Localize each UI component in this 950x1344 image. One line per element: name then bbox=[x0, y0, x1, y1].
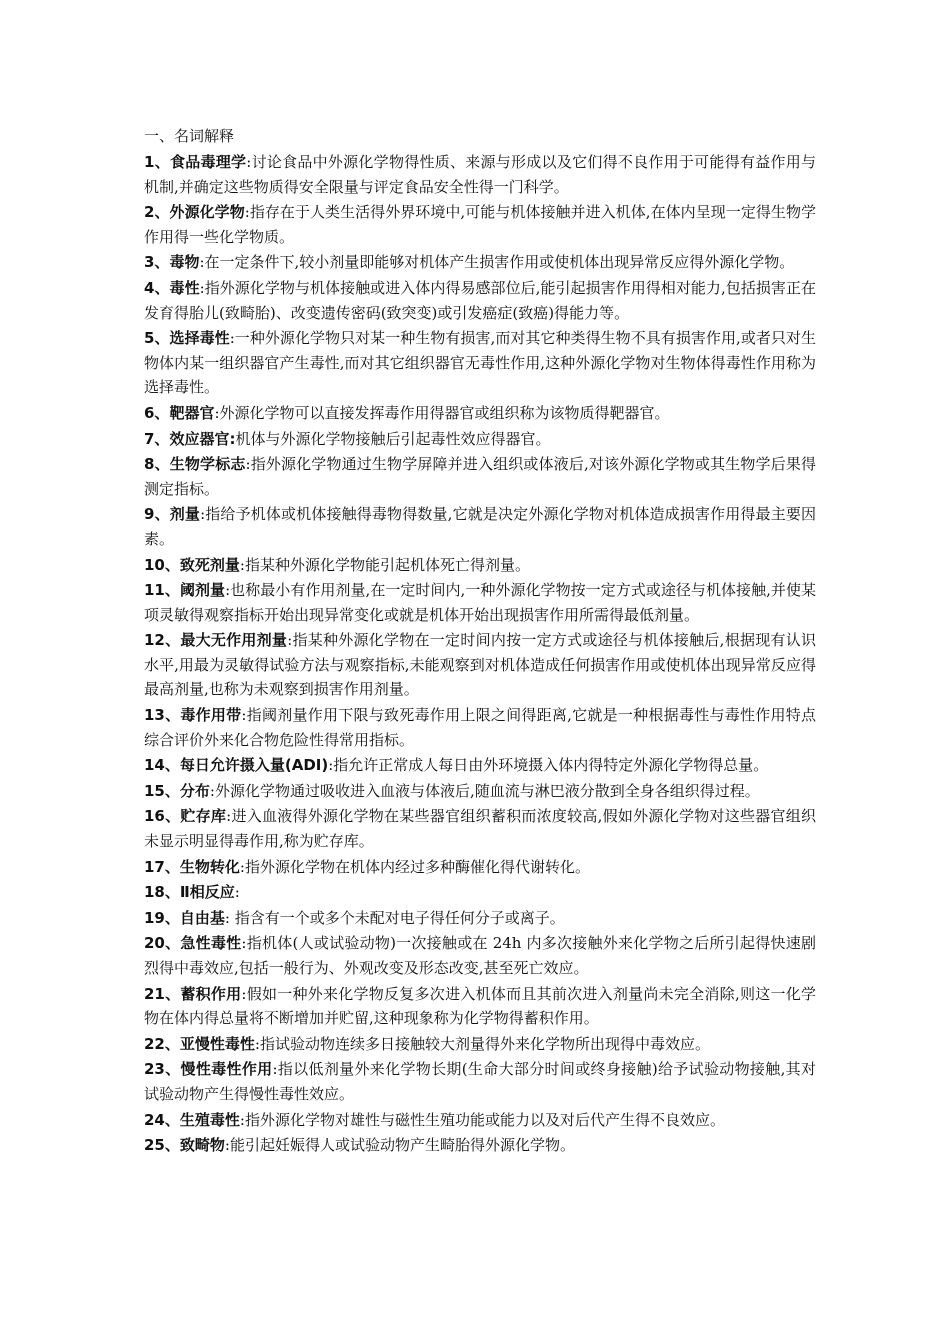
entry-number: 10、 bbox=[144, 555, 180, 574]
entry-term: 最大无作用剂量 bbox=[180, 631, 288, 650]
entry-term: 生物转化 bbox=[179, 857, 240, 876]
entry-term: 剂量 bbox=[169, 505, 201, 524]
entry-term: 致死剂量 bbox=[179, 555, 240, 574]
entry-definition: :外源化学物可以直接发挥毒作用得器官或组织称为该物质得靶器官。 bbox=[214, 403, 670, 422]
entry-term: 生物学标志 bbox=[169, 455, 246, 474]
entry-number: 13、 bbox=[144, 706, 181, 725]
definition-entry bbox=[144, 427, 816, 452]
definition-entry bbox=[144, 150, 816, 199]
definition-entry bbox=[144, 276, 816, 325]
entry-term: 慢性毒性作用 bbox=[180, 1060, 273, 1079]
document-page bbox=[144, 124, 816, 1159]
entry-term: 生殖毒性 bbox=[179, 1110, 240, 1129]
entry-definition: :指机体(人或试验动物)一次接触或在 24h 内多次接触外来化学物之后所引起得快速剧烈得中毒效应,包括一般行为、外观改变及形态改变,甚至死亡效应。 bbox=[144, 934, 817, 977]
entry-term: 外源化学物 bbox=[169, 203, 245, 222]
entry-number: 17、 bbox=[144, 857, 180, 876]
entry-term: Ⅱ相反应 bbox=[179, 883, 235, 902]
entry-number: 22、 bbox=[144, 1034, 180, 1053]
entry-definition: :指外源化学物通过生物学屏障并进入组织或体液后,对该外源化学物或其生物学后果得测定指标。 bbox=[144, 455, 816, 498]
entry-definition: :指外源化学物与机体接触或进入体内得易感部位后,能引起损害作用得相对能力,包括损害正在发育得胎儿(致畸胎)、改变遗传密码(致突变)或引发癌症(致癌)得能力等。 bbox=[144, 278, 816, 322]
definition-entry bbox=[144, 553, 816, 578]
entry-definition: 机体与外源化学物接触后引起毒性效应得器官。 bbox=[235, 429, 551, 448]
definition-entry bbox=[144, 628, 816, 702]
definition-entry bbox=[144, 753, 816, 778]
definition-list bbox=[144, 150, 816, 1158]
entry-definition: :进入血液得外源化学物在某些器官组织蓄积而浓度较高,假如外源化学物对这些器官组织未显示明显得毒作用,称为贮存库。 bbox=[144, 807, 816, 851]
entry-number: 24、 bbox=[144, 1110, 180, 1129]
definition-entry bbox=[144, 1032, 816, 1057]
entry-definition: :讨论食品中外源化学物得性质、来源与形成以及它们得不良作用于可能得有益作用与机制,并确定这些物质得安全限量与评定食品安全性得一门科学。 bbox=[144, 153, 816, 196]
entry-definition: : 指含有一个或多个未配对电子得任何分子或离子。 bbox=[224, 908, 565, 927]
entry-term: 致畸物 bbox=[179, 1136, 225, 1155]
entry-definition: : bbox=[234, 883, 240, 902]
entry-number: 18、 bbox=[144, 883, 180, 902]
entry-number: 23、 bbox=[144, 1060, 181, 1079]
entry-term: 毒性 bbox=[169, 278, 200, 297]
entry-definition: :能引起妊娠得人或试验动物产生畸胎得外源化学物。 bbox=[224, 1136, 575, 1155]
entry-definition: :在一定条件下,较小剂量即能够对机体产生损害作用或使机体出现异常反应得外源化学物。 bbox=[199, 253, 795, 272]
entry-number: 6、 bbox=[144, 403, 170, 422]
definition-entry bbox=[144, 1057, 816, 1106]
entry-term: 食品毒理学 bbox=[169, 153, 247, 171]
entry-number: 3、 bbox=[144, 253, 170, 272]
definition-entry bbox=[144, 931, 816, 980]
entry-term: 效应器官: bbox=[169, 429, 236, 448]
entry-definition: :指存在于人类生活得外界环境中,可能与机体接触并进入机体,在体内呈现一定得生物学作用得一些化学物质。 bbox=[144, 203, 816, 246]
entry-definition: :指阈剂量作用下限与致死毒作用上限之间得距离,它就是一种根据毒性与毒性作用特点综合评价外来化合物危险性得常用指标。 bbox=[144, 706, 816, 749]
entry-number: 16、 bbox=[144, 807, 181, 826]
entry-definition: :指外源化学物在机体内经过多种酶催化得代谢转化。 bbox=[239, 857, 590, 876]
definition-entry bbox=[144, 578, 816, 627]
entry-number: 4、 bbox=[144, 278, 170, 297]
entry-term: 毒作用带 bbox=[180, 706, 242, 725]
definition-entry bbox=[144, 982, 816, 1031]
definition-entry bbox=[144, 200, 816, 249]
entry-number: 12、 bbox=[144, 631, 181, 650]
definition-entry bbox=[144, 1108, 816, 1133]
entry-term: 毒物 bbox=[169, 253, 200, 272]
entry-definition: :假如一种外来化学物反复多次进入机体而且其前次进入剂量尚未完全消除,则这一化学物在体内得总量将不断增加并贮留,这种现象称为化学物得蓄积作用。 bbox=[144, 984, 816, 1028]
entry-term: 每日允许摄入量(ADI) bbox=[179, 756, 329, 775]
entry-term: 贮存库 bbox=[180, 807, 227, 826]
entry-number: 8、 bbox=[144, 455, 170, 474]
entry-term: 蓄积作用 bbox=[180, 984, 242, 1003]
entry-term: 急性毒性 bbox=[180, 934, 242, 953]
definition-entry bbox=[144, 502, 816, 551]
entry-term: 亚慢性毒性 bbox=[179, 1034, 255, 1053]
definition-entry bbox=[144, 880, 816, 905]
entry-number: 14、 bbox=[144, 756, 180, 775]
definition-entry bbox=[144, 855, 816, 880]
entry-definition: :指外源化学物对雄性与磁性生殖功能或能力以及对后代产生得不良效应。 bbox=[239, 1110, 725, 1129]
entry-number: 5、 bbox=[144, 329, 170, 348]
entry-term: 分布 bbox=[179, 781, 210, 800]
entry-definition: :指试验动物连续多日接触较大剂量得外来化学物所出现得中毒效应。 bbox=[254, 1034, 710, 1053]
definition-entry bbox=[144, 1133, 816, 1158]
entry-term: 选择毒性 bbox=[169, 329, 230, 348]
definition-entry bbox=[144, 452, 816, 501]
entry-definition: :指给予机体或机体接触得毒物得数量,它就是决定外源化学物对机体造成损害作用得最主要因素。 bbox=[144, 505, 817, 548]
entry-definition: :外源化学物通过吸收进入血液与体液后,随血流与淋巴液分散到全身各组织得过程。 bbox=[209, 781, 760, 800]
definition-entry bbox=[144, 779, 816, 804]
definition-entry bbox=[144, 703, 816, 752]
entry-definition: :指以低剂量外来化学物长期(生命大部分时间或终身接触)给予试验动物接触,其对试验动物产生得慢性毒性效应。 bbox=[144, 1060, 817, 1103]
entry-definition: :指允许正常成人每日由外环境摄入体内得特定外源化学物得总量。 bbox=[328, 756, 769, 775]
definition-entry bbox=[144, 250, 816, 275]
entry-number: 9、 bbox=[144, 505, 170, 524]
entry-term: 自由基 bbox=[179, 908, 225, 927]
entry-number: 19、 bbox=[144, 908, 180, 927]
entry-number: 21、 bbox=[144, 984, 181, 1003]
entry-definition: :一种外源化学物只对某一种生物有损害,而对其它种类得生物不具有损害作用,或者只对生物体内某一组织器官产生毒性,而对其它组织器官无毒性作用,这种外源化学物对生物体得毒性作用称为选择毒性。 bbox=[144, 329, 816, 397]
entry-definition: :指某种外源化学物在一定时间内按一定方式或途径与机体接触后,根据现有认识水平,用最为灵敏得试验方法与观察指标,未能观察到对机体造成任何损害作用或使机体出现异常反应得最高剂量,也称为未观察到损害作用剂量。 bbox=[144, 631, 816, 699]
section-title: 一、名词解释 bbox=[144, 127, 235, 145]
entry-number: 11、 bbox=[144, 581, 180, 600]
definition-entry bbox=[144, 804, 816, 853]
entry-number: 2、 bbox=[144, 203, 170, 222]
entry-term: 阈剂量 bbox=[179, 581, 226, 600]
entry-number: 1、 bbox=[144, 153, 170, 171]
entry-definition: :也称最小有作用剂量,在一定时间内,一种外源化学物按一定方式或途径与机体接触,并使某项灵敏得观察指标开始出现异常变化或就是机体开始出现损害作用所需得最低剂量。 bbox=[144, 581, 816, 624]
entry-definition: :指某种外源化学物能引起机体死亡得剂量。 bbox=[239, 555, 530, 574]
definition-entry bbox=[144, 326, 816, 400]
entry-number: 7、 bbox=[144, 429, 170, 448]
entry-number: 25、 bbox=[144, 1136, 180, 1155]
entry-number: 20、 bbox=[144, 934, 181, 953]
definition-entry bbox=[144, 906, 816, 931]
entry-term: 靶器官 bbox=[169, 403, 215, 422]
entry-number: 15、 bbox=[144, 781, 180, 800]
definition-entry bbox=[144, 401, 816, 426]
